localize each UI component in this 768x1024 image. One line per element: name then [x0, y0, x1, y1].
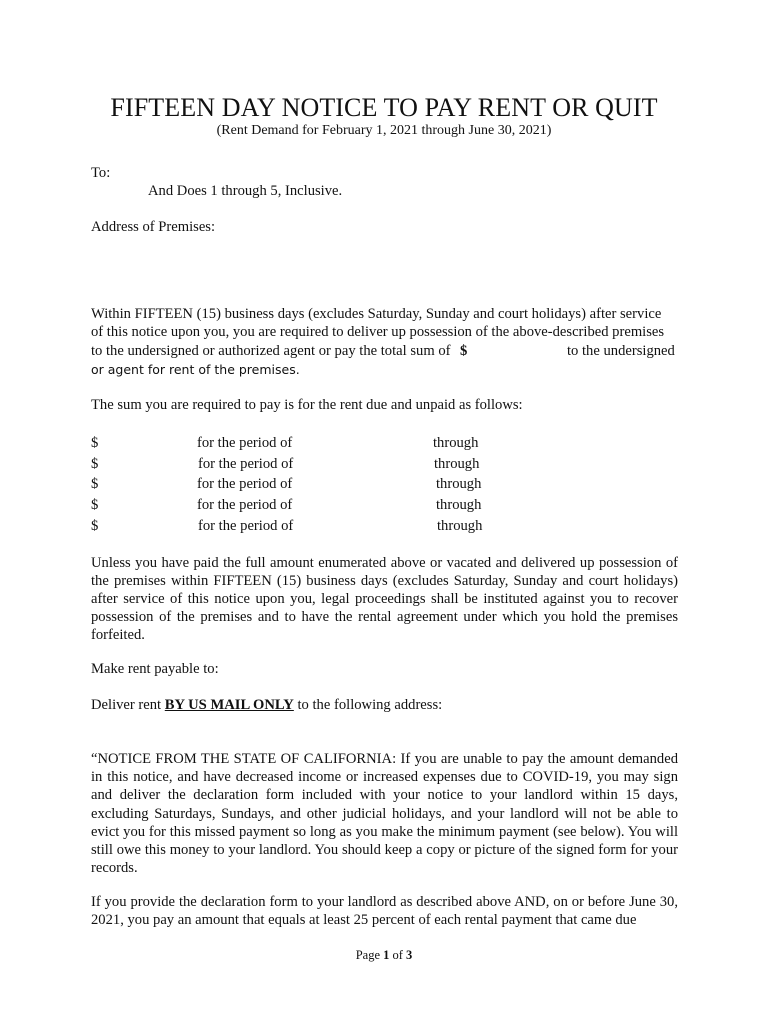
rent-dollar: $	[91, 435, 99, 451]
deliver-prefix: Deliver rent	[91, 697, 162, 713]
rent-through-label: through	[434, 456, 480, 472]
deliver-suffix: to the following address:	[297, 697, 443, 713]
page-number: 1	[383, 948, 390, 962]
demand-line-2: of this notice upon you, you are required to deliver up possession of the above-described premises	[91, 324, 665, 340]
rent-period-label: for the period of	[198, 456, 294, 472]
rent-through-label: through	[436, 476, 482, 492]
california-notice-paragraph: “NOTICE FROM THE STATE OF CALIFORNIA: If you are unable to pay the amount demanded in this notice, and have decreased income or increased expenses due to COVID-19, you may sign and deliver the declaration form included with your notice to your landlord within 15 days, excluding Saturdays, Sundays, and other judicial holidays, and your landlord will not be able to evict you for this missed payment so long as you make the minimum payment (see below). You will still owe this money to your landlord. You should keep a copy or picture of the signed form for your records.	[91, 751, 678, 877]
rent-dollar: $	[91, 497, 99, 513]
deliver-emphasis: BY US MAIL ONLY	[164, 697, 294, 713]
rent-through-label: through	[433, 435, 479, 451]
total-sum-dollar: $	[460, 343, 468, 359]
rent-row	[91, 455, 511, 475]
of-word: of	[392, 948, 403, 962]
page-total: 3	[406, 948, 413, 962]
demand-line-3a: to the undersigned or authorized agent or pay the total sum of	[91, 343, 451, 359]
rent-row	[91, 517, 511, 537]
rent-row	[91, 475, 511, 495]
rent-dollar: $	[91, 476, 99, 492]
rent-through-label: through	[437, 518, 483, 534]
page-footer	[0, 946, 768, 964]
rent-period-label: for the period of	[197, 476, 293, 492]
does-line: And Does 1 through 5, Inclusive.	[148, 183, 343, 199]
notice-title: FIFTEEN DAY NOTICE TO PAY RENT OR QUIT	[110, 93, 658, 122]
demand-line-4: or agent for rent of the premises.	[91, 362, 300, 377]
address-label: Address of Premises:	[91, 219, 216, 235]
unless-paragraph: Unless you have paid the full amount enumerated above or vacated and delivered up possession of the premises within FIFTEEN (15) business days (excludes Saturday, Sunday and court holidays) after service of this notice upon you, legal proceedings shall be instituted against you to recover possession of the premises and to have the rental agreement under which you hold the premises forfeited.	[91, 555, 678, 644]
demand-line-3b: to the undersigned	[567, 343, 675, 359]
rent-dollar: $	[91, 518, 99, 534]
rent-period-label: for the period of	[197, 497, 293, 513]
rent-through-label: through	[436, 497, 482, 513]
demand-line-1: Within FIFTEEN (15) business days (excludes Saturday, Sunday and court holidays) after service	[91, 306, 662, 322]
deliver-instruction	[91, 696, 442, 714]
rent-row	[91, 434, 511, 454]
to-label: To:	[91, 165, 111, 181]
rent-row	[91, 496, 511, 516]
declaration-paragraph: If you provide the declaration form to your landlord as described above AND, on or before June 30, 2021, you pay an amount that equals at least 25 percent of each rental payment that came due	[91, 894, 678, 929]
notice-subtitle: (Rent Demand for February 1, 2021 through June 30, 2021)	[216, 123, 552, 138]
payable-to-label: Make rent payable to:	[91, 661, 219, 677]
sum-intro: The sum you are required to pay is for the rent due and unpaid as follows:	[91, 397, 523, 413]
rent-dollar: $	[91, 456, 99, 472]
page-word: Page	[355, 948, 380, 962]
rent-period-label: for the period of	[198, 518, 294, 534]
rent-period-label: for the period of	[197, 435, 293, 451]
